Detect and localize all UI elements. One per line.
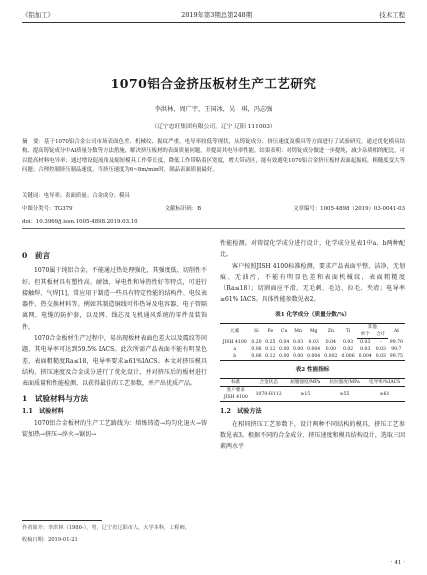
left-column	[22, 238, 207, 441]
section-name: 技术工程	[379, 10, 405, 19]
composition-table	[220, 323, 405, 361]
issue-info: 2019年第3期总第248期	[181, 10, 253, 19]
abstract: 摘 要：基于1070铝合金公司市场表面色差、机械纹、振纹严重，电导率较低等现状，从铸锭成分、挤压速度及模具等方面进行了试验研究。通过优化模具结构、提高铸锭成分中Al质量分数等方法措施，解决挤压板材的表面质量问题，并提高其电导率性能。结果表明：对铸锭成分做进一步提纯，减少杂质相的配比，可以提高材料电导率；通过增设促流角及缩短模具工作带长度，降低工作带粘着区宽度，增大带动区，能有效避免1070铝合金挤压板材表面起振痕，粗糙度变大等问题；合理控制挤压制品速度，当挤压速度为6~8m/min时，制品表面质量最好。	[22, 139, 405, 174]
table-header-cell: Fe	[263, 324, 277, 339]
method-paragraph: 在相同挤压工艺参数下，设计两种不同结构的模具，挤压工艺参数见表3。根据不同的合金成分、挤压速度和模具结构设计，选取三因素两水平	[220, 420, 405, 451]
author-bio-footnote: 作者简介：李洪林（1986-），男，辽宁省辽阳市人，大学本科，工程师。	[22, 525, 190, 531]
table-cell: 0.03	[342, 339, 354, 345]
table-row	[220, 339, 405, 347]
section-1-1-heading: 1.1 试验材料	[22, 407, 64, 415]
footnote-rule	[22, 520, 102, 521]
clc-number: 中图分类号：TG379	[22, 206, 73, 212]
table-header-cell: Mg	[305, 324, 322, 339]
table-header-cell: 单个	[357, 331, 374, 339]
table-row	[220, 353, 405, 361]
table-cell: ≥61	[364, 387, 405, 402]
table-cell: 0.02	[342, 347, 354, 353]
table-cell: 0.00	[279, 347, 290, 353]
table-header-cell: 标准	[220, 379, 252, 387]
table-cell: -	[380, 340, 382, 346]
table-cell: 99.75	[388, 353, 405, 361]
table-cell: 1070-H112	[252, 387, 286, 402]
table-cell: 0.06	[251, 347, 262, 353]
table-cell: 0.03	[375, 347, 386, 353]
table-cell: 99.70	[389, 339, 403, 345]
document-code: 文献标识码：B	[164, 206, 202, 212]
table-cell: 0.00	[292, 347, 304, 353]
table-2-title: 表2 性能指标	[295, 367, 330, 374]
page-number: · 41 ·	[390, 560, 405, 566]
materials-paragraph: 1070铝合金板材的生产工艺路线为：熔炼铸造→均匀化退火→铸锭加热→挤压→淬火→锯切→	[22, 420, 207, 439]
table-cell: 0.002	[322, 353, 339, 361]
table-cell: 0.004	[305, 353, 322, 361]
table-cell: 0.00	[279, 354, 290, 360]
table-header-cell: Mn	[291, 324, 305, 339]
table-cell: 0.03	[292, 339, 304, 345]
table-header-cell: Zn	[322, 324, 339, 339]
table-cell: 0.006	[339, 353, 356, 361]
table-cell: JISH 4100	[222, 339, 247, 345]
running-header	[22, 8, 405, 20]
table-header-cell: 屈服强度/MPa	[286, 379, 325, 387]
table-cell: 0.004	[357, 353, 374, 361]
table-cell: 0.03	[308, 339, 319, 345]
table-cell: 0.06	[251, 354, 262, 360]
affiliation: （辽宁忠旺集团有限公司，辽宁 辽阳 111003）	[151, 124, 276, 130]
table-cell: 0.12	[265, 347, 276, 353]
section-1-2-heading: 1.2 试验方法	[220, 408, 262, 416]
table-row	[220, 346, 405, 353]
table-cell: 0.20	[251, 339, 262, 345]
author-list: 李洪林，周广宇，王国冰，吴 琪，冯志强	[154, 106, 273, 113]
table-header-cell: 电导率/%IACS	[364, 379, 405, 387]
header-rule	[22, 22, 405, 23]
table-cell: b	[220, 353, 249, 361]
table-header-cell: Cu	[277, 324, 291, 339]
composition-paragraph: 性能检测。对铸锭化学成分进行设计，化学成分见表1中a、b两种配比。	[220, 240, 405, 259]
right-column	[220, 238, 405, 453]
table-header-cell: 合金状态	[252, 379, 286, 387]
intro-paragraph-2: 1070合金板材生产过程中，易出现板材表面色差大以及震纹等问题，其电导率可达到59.5% IACS。此次所需产品表面不能有明显色差，表面粗糙度Ra≤18，电导率要求≥61%IACS。本文对挤压模具结构、挤压速度及合金成分进行了优化设计，并对挤压后的板材进行表面质量和性能检测，以获得最佳的工艺参数，并产出优质产品。	[22, 335, 207, 388]
table-header-cell: Al	[388, 324, 405, 339]
abstract-rule	[22, 228, 405, 229]
table-cell: 0.00	[325, 347, 336, 353]
table-cell: 0.03	[360, 347, 371, 353]
table-cell: 0.03	[375, 354, 386, 360]
intro-heading: 0 前言	[22, 251, 51, 260]
table-cell: 0.25	[265, 339, 276, 345]
table-header-cell: Ti	[339, 324, 356, 339]
section-1-heading: 1 试验材料与方法	[22, 393, 89, 403]
table-header-cell: 元素	[220, 324, 249, 339]
table-cell: a	[233, 347, 237, 353]
requirements-paragraph: 客户按照JISH 4100标准检测，要求产品表面平整、洁净，无划痕、无油污，不能有明显色差和表面机械纹，表面粗糙度（Ra≤18）；切割面应平滑，无毛刺、毛边、拉毛、夹渣；电导率≥61% IACS。具体性能参数见表2。	[220, 262, 405, 304]
table-cell: 0.12	[265, 354, 276, 360]
table-group-header: 其他	[357, 324, 388, 332]
table-header-cell: 合计	[374, 331, 388, 339]
table-cell: 0.04	[279, 339, 290, 345]
table-cell: 0.03	[360, 340, 371, 346]
article-number: 文章编号：1005-4898（2019）03-0041-03	[293, 206, 405, 212]
table-cell: 0.00	[292, 354, 304, 360]
table-cell: ≥15	[286, 387, 325, 402]
article-title: 1070铝合金挤压板材生产工艺研究	[110, 76, 317, 91]
table-1-title: 表1 化学成分（质量分数/%）	[275, 311, 350, 318]
table-cell: 0.04	[325, 339, 336, 345]
classification-meta	[22, 204, 405, 212]
table-header-cell: Si	[249, 324, 263, 339]
properties-table	[220, 378, 405, 402]
keywords: 关键词：电导率；表面质量；合金成分；模具	[22, 193, 130, 199]
received-date-footnote: 收稿日期：2019-01-21	[22, 537, 78, 543]
journal-name: 《铝加工》	[22, 10, 54, 19]
table-cell: 0.004	[307, 347, 321, 353]
doi-link[interactable]: doi：10.3969/j.issn.1005-4898.2019.03.10	[22, 219, 138, 225]
table-cell: 客户要求 JISH 4100	[220, 387, 252, 402]
table-cell: 99.7	[391, 347, 402, 353]
intro-paragraph-1: 1070属于纯铝合金，不能通过热处理强化，其强度低、切削性不好。但其板材具有塑性高、耐蚀、导电性和导热性好等特点，可进行接触焊、气焊[1]，常应用于制造一些具有特定性能的结构件、电仪表器件、热交换材料等。例如其制造铜线可作热导及电容器、电子管隔离网、电缆的防护套，以及网、线芯及飞机通风系统的零件及装饰件。	[22, 267, 207, 331]
table-header-cell: 抗拉强度/MPa	[325, 379, 364, 387]
table-row	[220, 387, 405, 402]
table-cell: ≥55	[325, 387, 364, 402]
